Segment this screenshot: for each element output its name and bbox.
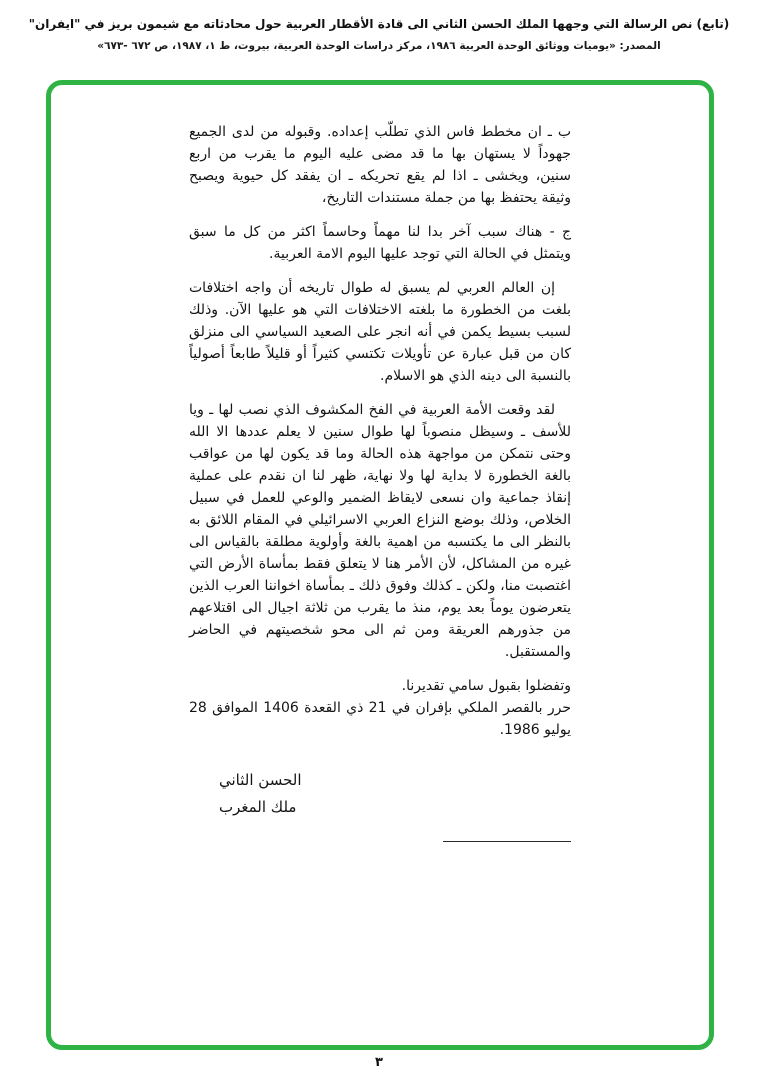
green-border-frame: [46, 80, 714, 1050]
page-number: ٣: [375, 1055, 383, 1070]
document-source: المصدر: «يوميات ووثائق الوحدة العربية ١٩٨٦، مركز دراسات الوحدة العربية، بيروت، ط ١، ١٩٨٧، ص ٦٧٢ -٦٧٣»: [97, 40, 661, 53]
signature-rule: [443, 841, 571, 842]
closing-line: وتفضلوا بقبول سامي تقديرنا.: [401, 678, 571, 694]
letter-body: [189, 121, 571, 842]
page-footer: [0, 1055, 758, 1070]
paragraph-point-j: ج - هناك سبب آخر بدا لنا مهماً وحاسماً اكثر من كل ما سبق ويتمثل في الحالة التي توجد عليها اليوم الامة العربية.: [189, 224, 571, 262]
signature-name: الحسن الثاني: [219, 771, 302, 789]
paragraph-arab-world: إن العالم العربي لم يسبق له طوال تاريخه أن واجه اختلافات بلغت من الخطورة ما بلغته الاختلافات التي هو عليها الآن. وذلك لسبب بسيط يكمن في أنه انجر على الصعيد السياسي الى منزلق كان من قبل عبارة عن تأويلات تكتسي كثيراً أو قليلاً طابعاً أصولياً بالنسبة الى دينه الذي هو الاسلام.: [189, 280, 571, 384]
document-header: [0, 0, 758, 55]
paragraph-point-b: ب ـ ان مخطط فاس الذي تطلّب إعداده. وقبوله من لدى الجميع جهوداً لا يستهان بها ما قد مضى عليه اليوم ما يقرب من اربع سنين، ويخشى ـ اذا لم يقع تحريكه ـ ان يفقد كل حيوية ويصبح وثيقة يحتفظ بها من جملة مستندات التاريخ،: [189, 124, 571, 206]
signature-title: ملك المغرب: [219, 798, 297, 816]
document-title: (تابع) نص الرسالة التي وجهها الملك الحسن الثاني الى قادة الأقطار العربية حول محادثاته مع شيمون بريز في "ايفران": [28, 17, 730, 31]
dateline: حرر بالقصر الملكي بإفران في 21 ذي القعدة 1406 الموافق 28 يوليو 1986.: [189, 700, 571, 738]
paragraph-arab-nation-trap: لقد وقعت الأمة العربية في الفخ المكشوف الذي نصب لها ـ ويا للأسف ـ وسيظل منصوباً لها طوال سنين لا يعلم عددها الا الله وحتى نتمكن من مواجهة هذه الحالة وما قد يكون لها من عواقب بالغة الخطورة لا بداية لها ولا نهاية، ظهر لنا ان نقدم على عملية إنقاذ جماعية وان نسعى لايقاظ الضمير والوعي للعمل في سبيل الخلاص، وذلك بوضع النزاع العربي الاسرائيلي في المقام اللائق به بالنظر الى ما يكتسبه من اهمية بالغة وأولوية مطلقة بالقياس الى غيره من المشاكل، لأن الأمر هنا لا يتعلق فقط بمأساة الأرض التي اغتصبت منا، ولكن ـ كذلك وفوق ذلك ـ بمأساة اخواننا العرب الذين يتعرضون يوماً بعد يوم، منذ ما يقرب من ثلاثة اجيال الى اقتلاعهم من جذورهم العريقة ومن ثم الى محو شخصيتهم في الحاضر والمستقبل.: [189, 402, 571, 660]
signature-block: [189, 767, 571, 821]
